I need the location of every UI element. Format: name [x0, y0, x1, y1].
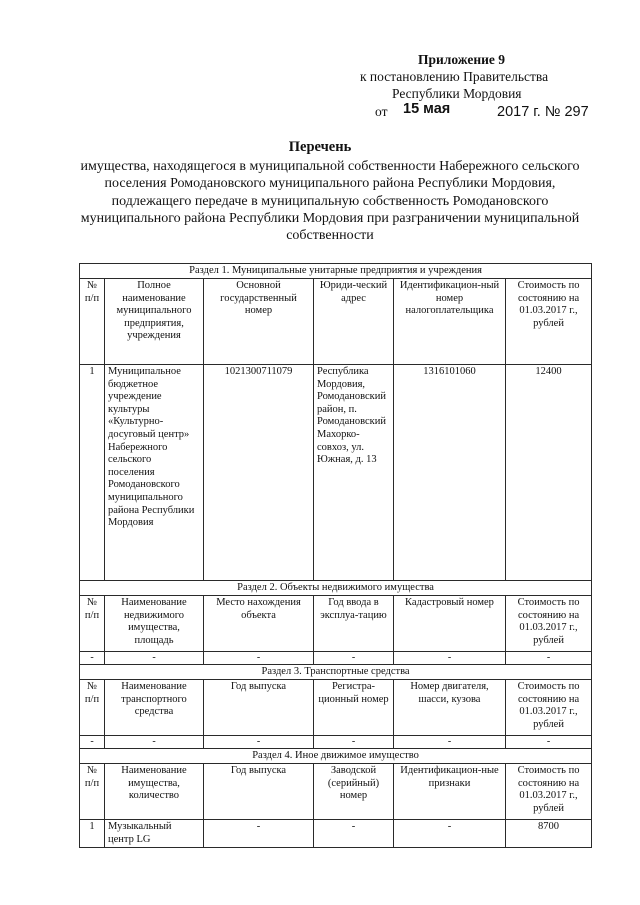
section4-title: Раздел 4. Иное движимое имущество	[80, 749, 592, 764]
header-cell: Регистра-ционный номер	[314, 680, 394, 736]
table-cell: 1	[80, 820, 105, 848]
appendix-from: от	[375, 104, 388, 119]
header-cell: Место нахождения объекта	[204, 596, 314, 652]
header-cell: Юриди-ческий адрес	[314, 279, 394, 365]
header-cell: Номер двигателя, шасси, кузова	[394, 680, 506, 736]
table-cell: -	[105, 736, 204, 749]
header-cell: № п/п	[80, 764, 105, 820]
table-cell: 12400	[506, 365, 592, 581]
table-cell: -	[394, 820, 506, 848]
table-cell: -	[314, 652, 394, 665]
appendix-day: 15 мая	[403, 101, 451, 117]
table-cell: -	[204, 736, 314, 749]
header-cell: Наименование имущества, количество	[105, 764, 204, 820]
header-cell: Кадастровый номер	[394, 596, 506, 652]
table-cell: -	[80, 736, 105, 749]
section1-title: Раздел 1. Муниципальные унитарные предприятия и учреждения	[80, 264, 592, 279]
section4-header-row	[80, 764, 592, 820]
table-cell: -	[204, 820, 314, 848]
header-cell: Стоимость по состоянию на 01.03.2017 г., рублей	[506, 279, 592, 365]
header-cell: Год ввода в эксплуа-тацию	[314, 596, 394, 652]
header-cell: Наименование недвижимого имущества, площадь	[105, 596, 204, 652]
table-cell: Муниципальное бюджетное учреждение культуры «Культурно-досуговый центр» Набережного сельского поселения Ромодановского муниципального района Республики Мордовия	[105, 365, 204, 581]
header-cell: Идентификацион-ный номер налогоплательщика	[394, 279, 506, 365]
appendix-title: Приложение 9	[418, 52, 506, 67]
property-table	[79, 263, 592, 848]
table-row	[80, 820, 592, 848]
appendix-line-1: к постановлению Правительства	[360, 69, 549, 84]
table-cell: -	[506, 736, 592, 749]
table-row	[80, 652, 592, 665]
table-cell: -	[394, 736, 506, 749]
table-cell: Республика Мордовия, Ромодановский район, п. Ромодановский Махорко-совхоз, ул. Южная, д. 13	[314, 365, 394, 581]
table-cell: -	[80, 652, 105, 665]
table-cell: -	[105, 652, 204, 665]
section3-header-row	[80, 680, 592, 736]
table-cell: 1	[80, 365, 105, 581]
appendix-line-2: Республики Мордовия	[392, 86, 522, 101]
header-cell: Идентификацион-ные признаки	[394, 764, 506, 820]
table-cell: -	[314, 736, 394, 749]
header-cell: Заводской (серийный) номер	[314, 764, 394, 820]
section1-title-row	[80, 264, 592, 279]
section3-title: Раздел 3. Транспортные средства	[80, 665, 592, 680]
header-cell: Основной государственный номер	[204, 279, 314, 365]
section3-title-row	[80, 665, 592, 680]
appendix-year-number: 2017 г. № 297	[497, 104, 589, 120]
table-cell: -	[314, 820, 394, 848]
table-cell: 8700	[506, 820, 592, 848]
section1-header-row	[80, 279, 592, 365]
section2-header-row	[80, 596, 592, 652]
table-cell: -	[506, 652, 592, 665]
table-cell: 1316101060	[394, 365, 506, 581]
header-cell: Стоимость по состоянию на 01.03.2017 г., рублей	[506, 596, 592, 652]
header-cell: Стоимость по состоянию на 01.03.2017 г., рублей	[506, 764, 592, 820]
table-cell: 1021300711079	[204, 365, 314, 581]
table-cell: -	[394, 652, 506, 665]
header-cell: № п/п	[80, 596, 105, 652]
header-cell: № п/п	[80, 279, 105, 365]
table-cell: Музыкальный центр LG	[105, 820, 204, 848]
section4-title-row	[80, 749, 592, 764]
header-cell: Стоимость по состоянию на 01.03.2017 г., рублей	[506, 680, 592, 736]
document-title: Перечень	[288, 139, 352, 155]
header-cell: Полное наименование муниципального предприятия, учреждения	[105, 279, 204, 365]
section2-title: Раздел 2. Объекты недвижимого имущества	[80, 581, 592, 596]
header-cell: № п/п	[80, 680, 105, 736]
document-subtitle: имущества, находящегося в муниципальной собственности Набережного сельского поселения Ромодановского муниципального района Республики Мордовия, подлежащего передаче в муниципальную собственность Ромодановского муниципального района Республики Мордовия при разграничении муниципальной собственности	[80, 159, 580, 244]
header-cell: Год выпуска	[204, 764, 314, 820]
header-cell: Наименование транспортного средства	[105, 680, 204, 736]
section2-title-row	[80, 581, 592, 596]
table-row	[80, 736, 592, 749]
header-cell: Год выпуска	[204, 680, 314, 736]
table-cell: -	[204, 652, 314, 665]
table-row	[80, 365, 592, 581]
